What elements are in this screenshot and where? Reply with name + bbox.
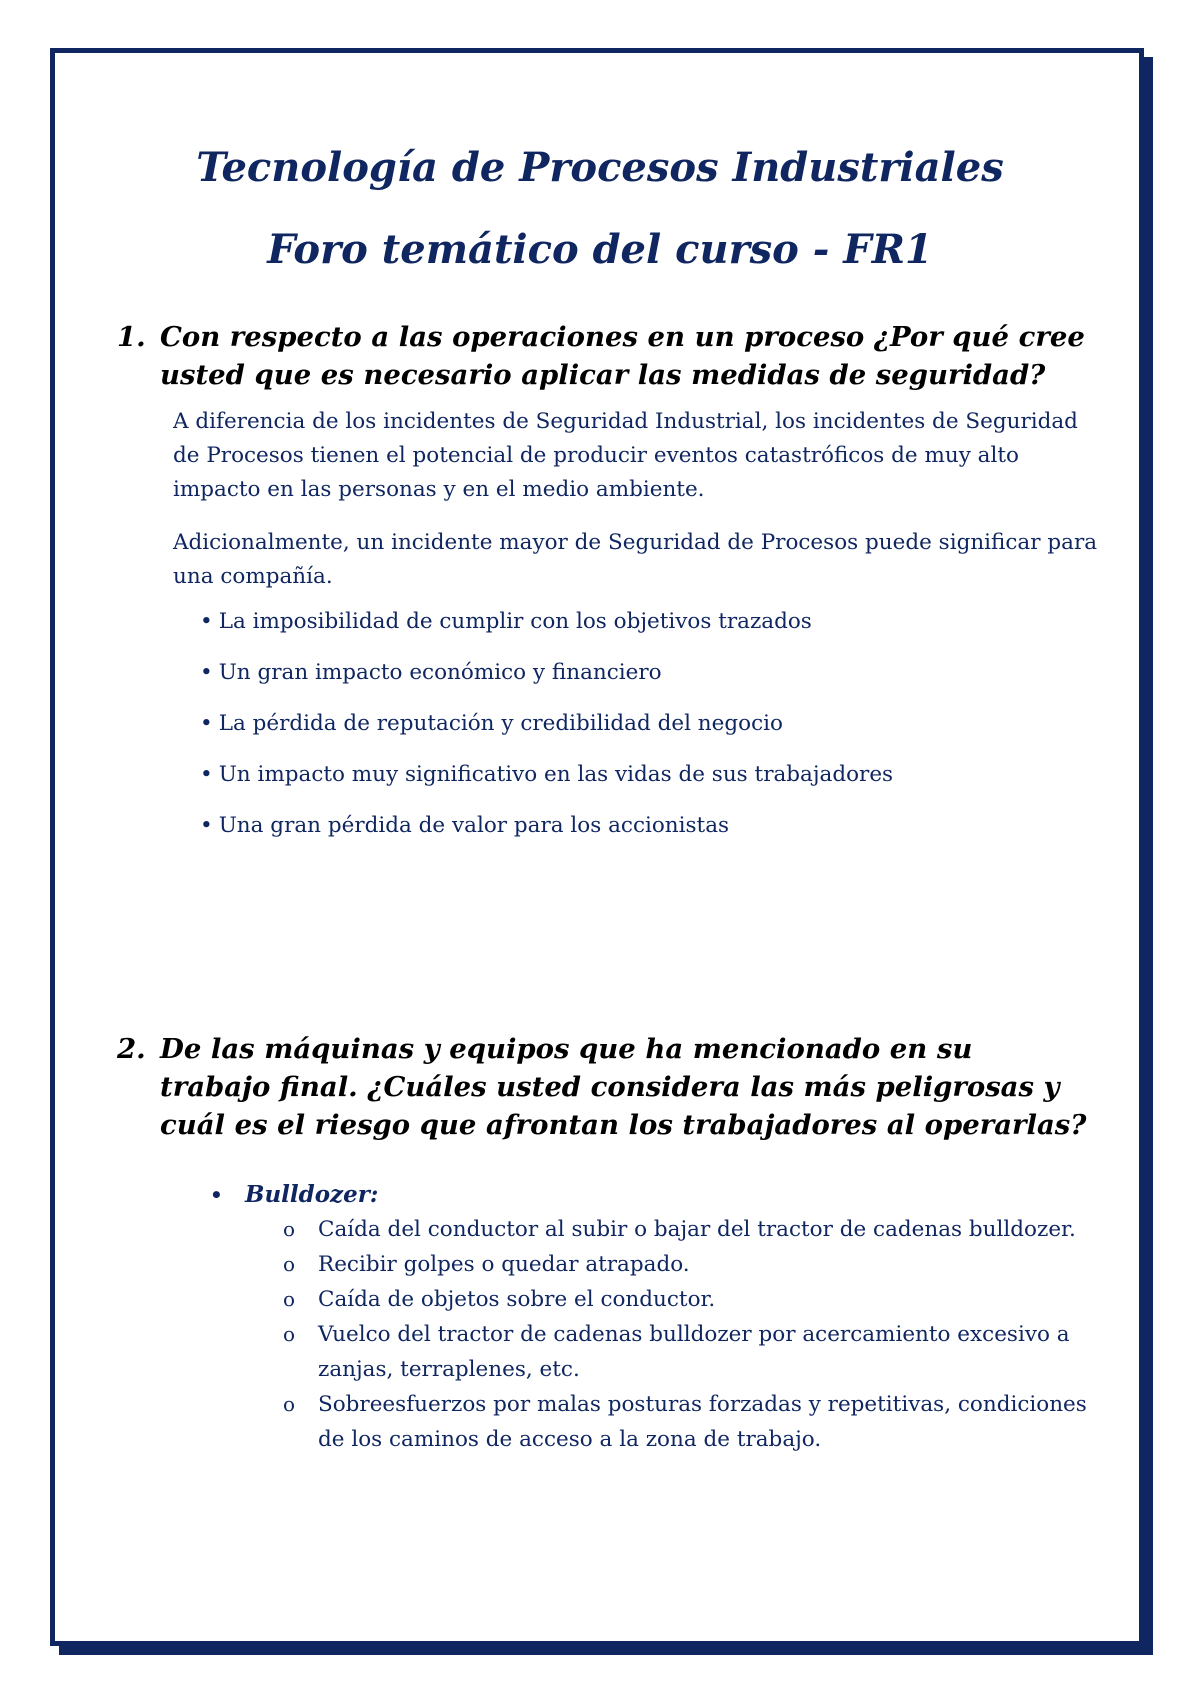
list-item: o Recibir golpes o quedar atrapado. [0,1247,1200,1282]
circle-bullet-icon: o [283,1322,296,1346]
document-title: Tecnología de Procesos Industriales [196,144,1004,191]
answer-1-bullet-list [0,605,1200,860]
question-1-number: 1. [117,321,146,353]
circle-bullet-icon: o [283,1392,296,1416]
list-item: o Caída del conductor al subir o bajar del tractor de cadenas bulldozer. [0,1212,1200,1247]
list-item: o Vuelco del tractor de cadenas bulldozer por acercamiento excesivo a zanjas, terraplenes, etc. [0,1317,1200,1387]
list-item: • Un gran impacto económico y financiero [200,660,662,685]
bulldozer-risk-list [0,1212,1200,1457]
answer-1-paragraph: A diferencia de los incidentes de Seguridad Industrial, los incidentes de Seguridad de Procesos tienen el potencial de producir eventos catastróficos de muy alto impacto en las personas y en el medio ambiente. [173,409,1078,502]
bullet-icon: • [200,660,213,685]
list-item: o Sobreesfuerzos por malas posturas forzadas y repetitivas, condiciones de los caminos de acceso a la zona de trabajo. [0,1387,1200,1457]
question-2-number: 2. [117,1033,146,1065]
machine-bulldozer [0,1178,1200,1212]
question-1-heading [0,318,1200,394]
list-item: • Un impacto muy significativo en las vidas de sus trabajadores [200,762,894,787]
question-1-text: Con respecto a las operaciones en un proceso ¿Por qué cree usted que es necesario aplicar las medidas de seguridad? [160,321,1085,391]
circle-bullet-icon: o [283,1217,296,1241]
answer-1-paragraph: Adicionalmente, un incidente mayor de Seguridad de Procesos puede significar para una compañía. [173,530,1098,589]
question-1-section [0,318,1200,860]
document-subtitle: Foro temático del curso - FR1 [267,226,933,273]
machine-name: Bulldozer: [245,1181,379,1208]
bullet-icon: • [210,1183,223,1207]
question-2-section [0,1030,1200,1457]
bullet-icon: • [200,609,213,634]
circle-bullet-icon: o [283,1287,296,1311]
question-2-heading [0,1030,1200,1144]
question-2-text: De las máquinas y equipos que ha mencionado en su trabajo final. ¿Cuáles usted considera las más peligrosas y cuál es el riesgo que afrontan los trabajadores al operarlas? [160,1033,1087,1141]
list-item: • Una gran pérdida de valor para los accionistas [200,813,730,838]
list-item: • La imposibilidad de cumplir con los objetivos trazados [200,609,812,634]
circle-bullet-icon: o [283,1252,296,1276]
bullet-icon: • [200,711,213,736]
list-item: • La pérdida de reputación y credibilidad del negocio [200,711,783,736]
bullet-icon: • [200,762,213,787]
bullet-icon: • [200,813,213,838]
list-item: o Caída de objetos sobre el conductor. [0,1282,1200,1317]
